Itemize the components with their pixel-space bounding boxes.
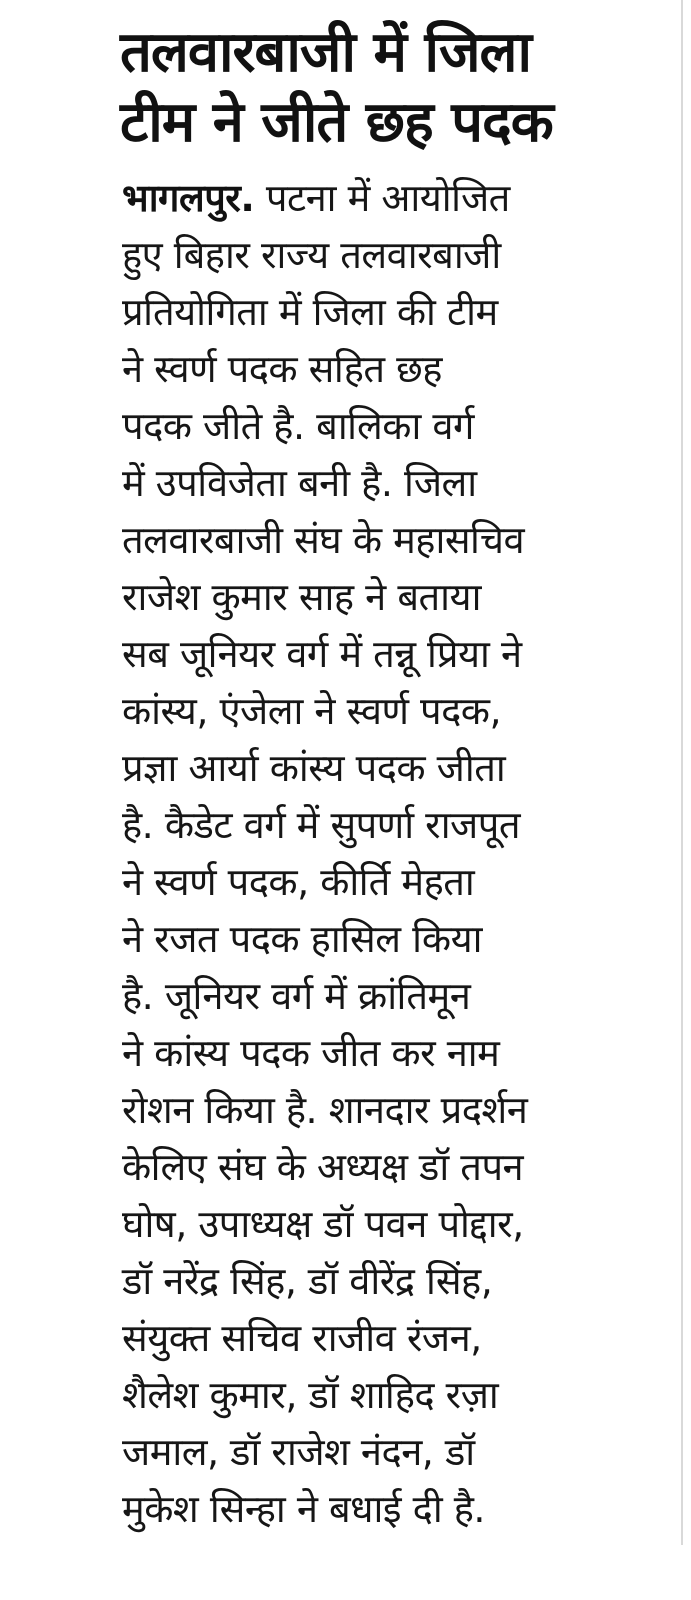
headline-line-2: टीम ने जीते छह पदक bbox=[120, 90, 553, 155]
article-line-4: ने स्वर्ण पदक सहित छह bbox=[122, 347, 442, 391]
article-line-20: डॉ नरेंद्र सिंह, डॉ वीरेंद्र सिंह, bbox=[122, 1259, 493, 1303]
article-line-13: ने स्वर्ण पदक, कीर्ति मेहता bbox=[122, 860, 475, 904]
article-line-17: रोशन किया है. शानदार प्रदर्शन bbox=[122, 1088, 528, 1132]
headline-line-1: तलवारबाजी में जिला bbox=[120, 20, 531, 85]
article-line-7: तलवारबाजी संघ के महासचिव bbox=[122, 518, 525, 562]
article-line-1-text: पटना में आयोजित bbox=[254, 176, 510, 220]
article-line-10: कांस्य, एंजेला ने स्वर्ण पदक, bbox=[122, 689, 502, 733]
article-body bbox=[122, 170, 682, 1538]
article-line-19: घोष, उपाध्यक्ष डॉ पवन पोद्दार, bbox=[122, 1202, 524, 1246]
article-line-6: में उपविजेता बनी है. जिला bbox=[122, 461, 477, 505]
dateline: भागलपुर. bbox=[122, 176, 255, 220]
article-line-5: पदक जीते है. बालिका वर्ग bbox=[122, 404, 474, 448]
article-line-22: शैलेश कुमार, डॉ शाहिद रज़ा bbox=[122, 1373, 499, 1417]
article-line-14: ने रजत पदक हासिल किया bbox=[122, 917, 482, 961]
article-line-1 bbox=[122, 170, 682, 227]
article-line-23: जमाल, डॉ राजेश नंदन, डॉ bbox=[122, 1430, 475, 1474]
article-line-2: हुए बिहार राज्य तलवारबाजी bbox=[122, 233, 501, 277]
headline bbox=[120, 18, 680, 158]
article-line-9: सब जूनियर वर्ग में तन्नू प्रिया ने bbox=[122, 632, 522, 676]
article-line-3: प्रतियोगिता में जिला की टीम bbox=[122, 290, 498, 334]
article-line-24: मुकेश सिन्हा ने बधाई दी है. bbox=[122, 1487, 485, 1531]
article-line-18: केलिए संघ के अध्यक्ष डॉ तपन bbox=[122, 1145, 524, 1189]
article-line-15: है. जूनियर वर्ग में क्रांतिमून bbox=[122, 974, 471, 1018]
article-line-16: ने कांस्य पदक जीत कर नाम bbox=[122, 1031, 500, 1075]
article-line-21: संयुक्त सचिव राजीव रंजन, bbox=[122, 1316, 482, 1360]
article-line-11: प्रज्ञा आर्या कांस्य पदक जीता bbox=[122, 746, 506, 790]
article-line-12: है. कैडेट वर्ग में सुपर्णा राजपूत bbox=[122, 803, 520, 847]
article-line-8: राजेश कुमार साह ने बताया bbox=[122, 575, 481, 619]
